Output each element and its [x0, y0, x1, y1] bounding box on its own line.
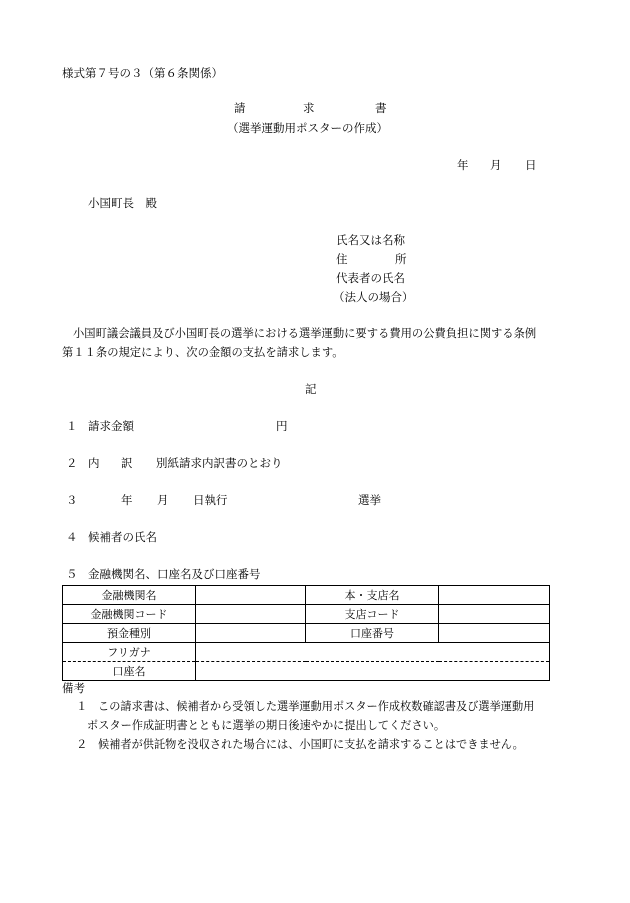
ki-heading: 記 [305, 382, 317, 396]
item-1-number: １ [66, 419, 78, 433]
remark-1-number: １ [76, 699, 88, 713]
bank-account-table [62, 585, 550, 681]
item-3-year: 年 [121, 493, 133, 507]
deposit-type-field[interactable] [196, 624, 306, 643]
item-2-number: ２ [66, 456, 78, 470]
bank-code-label: 金融機関コード [63, 605, 196, 624]
item-2-value: 別紙請求内訳書のとおり [156, 456, 283, 470]
title-char-1: 請 [234, 101, 246, 115]
furigana-label: フリガナ [63, 643, 196, 662]
item-5-number: ５ [66, 567, 78, 581]
applicant-rep-note: （法人の場合） [333, 290, 414, 304]
item-5-label: 金融機関名、口座名及び口座番号 [88, 567, 261, 581]
applicant-name-label: 氏名又は名称 [336, 233, 405, 247]
form-number: 様式第７号の３（第６条関係） [62, 66, 223, 80]
title-subtitle: （選挙運動用ポスターの作成） [227, 121, 388, 135]
account-number-label: 口座番号 [306, 624, 439, 643]
branch-name-label: 本・支店名 [306, 586, 439, 605]
item-1-label: 請求金額 [88, 419, 134, 433]
remark-2-number: ２ [76, 737, 88, 751]
remark-2-text: 候補者が供託物を没収された場合には、小国町に支払を請求することはできません。 [98, 738, 524, 751]
item-3-month: 月 [157, 493, 169, 507]
item-3-election: 選挙 [358, 493, 381, 507]
account-number-field[interactable] [439, 624, 550, 643]
date-day: 日 [525, 158, 537, 172]
item-1-unit: 円 [276, 419, 288, 433]
item-4-number: ４ [66, 530, 78, 544]
branch-code-field[interactable] [439, 605, 550, 624]
deposit-type-label: 預金種別 [63, 624, 196, 643]
item-3-day: 日執行 [193, 493, 228, 507]
applicant-address-char-2: 所 [395, 252, 407, 266]
bank-code-field[interactable] [196, 605, 306, 624]
item-4-label: 候補者の氏名 [88, 530, 157, 544]
title-char-2: 求 [303, 101, 315, 115]
remarks-heading: 備考 [62, 681, 85, 695]
body-line-1: 小国町議会議員及び小国町長の選挙における選挙運動に要する費用の公費負担に関する条例 [73, 327, 537, 340]
item-3-number: ３ [66, 493, 78, 507]
remark-1-line-2: ポスター作成証明書とともに選挙の期日後速やかに提出してください。 [87, 719, 446, 732]
item-2-label-b: 訳 [121, 456, 133, 470]
body-line-2: 第１１条の規定により、次の金額の支払を請求します。 [62, 346, 344, 359]
furigana-field[interactable] [196, 643, 550, 662]
title-char-3: 書 [375, 101, 387, 115]
remark-1-line-1: この請求書は、候補者から受領した選挙運動用ポスター作成枚数確認書及び選挙運動用 [98, 700, 535, 713]
account-name-label: 口座名 [63, 662, 196, 681]
date-year: 年 [457, 158, 469, 172]
branch-name-field[interactable] [439, 586, 550, 605]
account-name-field[interactable] [196, 662, 550, 681]
bank-name-label: 金融機関名 [63, 586, 196, 605]
date-month: 月 [490, 158, 502, 172]
applicant-address-char-1: 住 [336, 252, 348, 266]
bank-name-field[interactable] [196, 586, 306, 605]
applicant-rep-label: 代表者の氏名 [336, 271, 405, 285]
branch-code-label: 支店コード [306, 605, 439, 624]
item-2-label-a: 内 [88, 456, 100, 470]
addressee: 小国町長 殿 [88, 196, 157, 210]
